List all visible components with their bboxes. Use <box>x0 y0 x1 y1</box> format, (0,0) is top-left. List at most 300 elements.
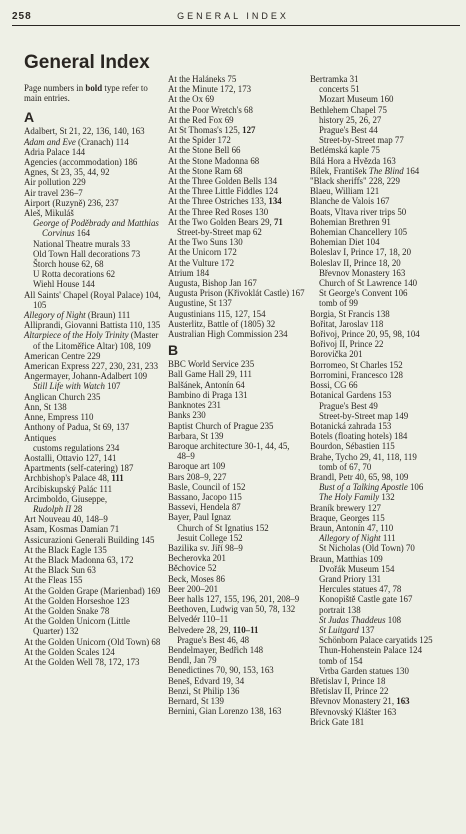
index-subentry <box>24 218 161 238</box>
index-subentry <box>310 645 447 655</box>
index-entry <box>310 390 447 400</box>
page-header <box>0 0 466 32</box>
index-entry <box>168 574 305 584</box>
index-entry <box>310 513 447 523</box>
entry-text: 28 <box>71 503 83 514</box>
entry-text: Assicurazioni Generali Building 145 <box>24 534 155 545</box>
index-entries <box>168 74 305 716</box>
entry-text: BBC World Service 235 <box>168 359 255 370</box>
index-entry <box>168 410 305 420</box>
entry-text: Ball Game Hall 29, 111 <box>168 369 252 380</box>
entry-text: At the Golden Horseshoe 123 <box>24 595 130 606</box>
index-entry <box>168 686 305 696</box>
index-entry <box>24 412 161 422</box>
entry-text: Austerlitz, Battle of (1805) 32 <box>168 318 276 329</box>
entry-text: (Braun) 111 <box>85 310 131 321</box>
index-entry <box>168 288 305 298</box>
entry-text: At the Minute 172, 173 <box>168 84 252 95</box>
entry-text: Benedictines 70, 90, 153, 163 <box>168 665 274 676</box>
index-entry <box>310 360 447 370</box>
entry-text: Augusta, Bishop Jan 167 <box>168 278 257 289</box>
entry-text: Aostalli, Ottavio 127, 141 <box>24 452 117 463</box>
entry-text: Balšánek, Antonín 64 <box>168 379 245 390</box>
entry-text: Bohemian Chancellery 105 <box>310 227 408 238</box>
index-entry <box>168 502 305 512</box>
entry-text: Banknotes 231 <box>168 400 221 411</box>
index-entry <box>24 198 161 208</box>
entry-text: Braun, Matthias 109 <box>310 553 383 564</box>
index-entry <box>310 309 447 319</box>
entry-text: Bassevi, Hendela 87 <box>168 502 241 513</box>
entry-text: Apartments (self-catering) 187 <box>24 463 134 474</box>
entry-text: tomb of 99 <box>319 298 358 309</box>
index-entry <box>168 369 305 379</box>
running-head: GENERAL INDEX <box>177 11 289 21</box>
entry-text: 164 <box>74 228 91 239</box>
entry-text: At the Stone Bell 66 <box>168 145 241 156</box>
entry-text: 163 <box>396 696 410 707</box>
entry-text: "Black sheriffs" 228, 229 <box>310 176 400 187</box>
index-entry <box>310 441 447 451</box>
entry-text: Becherovka 201 <box>168 553 226 564</box>
index-entry <box>168 145 305 155</box>
index-entry <box>24 514 161 524</box>
index-entry <box>310 237 447 247</box>
entry-text: Štorch house 62, 68 <box>33 259 104 270</box>
entry-text: American Express 227, 230, 231, 233 <box>24 361 159 372</box>
index-entry <box>168 359 305 369</box>
entry-text: At the Two Golden Bears 29, <box>168 216 274 227</box>
entry-text: Bossi, CG 66 <box>310 380 358 391</box>
index-entry <box>310 686 447 696</box>
index-entry <box>168 390 305 400</box>
entry-text: Botels (floating hotels) 184 <box>310 431 408 442</box>
index-entry <box>310 472 447 482</box>
index-subentry <box>310 298 447 308</box>
index-entry <box>168 329 305 339</box>
index-entry <box>24 371 161 381</box>
entry-text: Angermayer, Johann-Adalbert 109 <box>24 371 148 382</box>
index-subentry <box>310 411 447 421</box>
index-entry <box>24 167 161 177</box>
index-subentry <box>310 462 447 472</box>
index-entry <box>24 555 161 565</box>
index-subentry <box>310 94 447 104</box>
entry-text: George of Poděbrady and Matthias Corvinus <box>33 218 159 239</box>
index-entry <box>168 84 305 94</box>
entry-text: Botanická zahrada 153 <box>310 420 392 431</box>
entry-text: Alliprandi, Giovanni Battista 110, 135 <box>24 320 161 331</box>
entry-text: At the Two Suns 130 <box>168 237 243 248</box>
entry-text: At the Black Eagle 135 <box>24 544 107 555</box>
index-subentry <box>310 135 447 145</box>
entry-text: Altarpiece of the Holy Trinity <box>24 330 129 341</box>
index-entry <box>24 565 161 575</box>
index-entry <box>168 278 305 288</box>
entry-text: Beer 200–201 <box>168 583 219 594</box>
index-entry <box>168 655 305 665</box>
entry-text: Banks 230 <box>168 410 206 421</box>
entry-text: Braque, Georges 115 <box>310 512 385 523</box>
entry-text: At the Fleas 155 <box>24 575 83 586</box>
index-entry <box>24 392 161 402</box>
entry-text: portrait 138 <box>319 604 361 615</box>
index-entry <box>168 563 305 573</box>
entry-text: Basle, Council of 152 <box>168 481 246 492</box>
entry-text: 127 <box>242 125 256 136</box>
entry-text: At the Red Fox 69 <box>168 114 234 125</box>
entry-text: Jesuit College 152 <box>177 532 243 543</box>
entry-text: At the Golden Well 78, 172, 173 <box>24 656 140 667</box>
entry-text: National Theatre murals 33 <box>33 238 131 249</box>
index-entry <box>24 463 161 473</box>
index-column-2 <box>168 74 305 716</box>
entry-text: customs regulations 234 <box>33 442 120 453</box>
index-entry <box>24 596 161 606</box>
index-entry <box>310 523 447 533</box>
entry-text: All Saints' Chapel (Royal Palace) 104, 105 <box>24 289 161 310</box>
entry-text: At the Black Sun 63 <box>24 565 96 576</box>
index-entry <box>168 696 305 706</box>
index-entry <box>168 186 305 196</box>
entry-text: Betlémská kaple 75 <box>310 145 380 156</box>
entry-text: Brick Gate 181 <box>310 716 365 727</box>
index-subentry <box>310 635 447 645</box>
entry-text: Bars 208–9, 227 <box>168 471 227 482</box>
entry-text: Anne, Empress 110 <box>24 412 94 423</box>
entry-text: At the Stone Madonna 68 <box>168 155 260 166</box>
index-subentry <box>24 279 161 289</box>
index-entry <box>168 125 305 135</box>
index-entry <box>310 319 447 329</box>
index-entry <box>24 606 161 616</box>
index-entry <box>24 137 161 147</box>
entry-text: Prague's Best 49 <box>319 400 378 411</box>
index-entry <box>310 207 447 217</box>
entry-text: Brandl, Petr 40, 65, 98, 109 <box>310 471 409 482</box>
index-entry <box>168 105 305 115</box>
index-subentry <box>310 115 447 125</box>
entry-text: Břevnov Monastery 21, <box>310 696 397 707</box>
index-entry <box>168 645 305 655</box>
entry-text: American Centre 229 <box>24 350 101 361</box>
index-entries <box>24 109 161 667</box>
entry-text: Bethlehem Chapel 75 <box>310 104 387 115</box>
index-entry <box>310 105 447 115</box>
entry-text: Still Life with Watch <box>33 381 105 392</box>
entry-text: Adria Palace 144 <box>24 146 86 157</box>
entry-text: Beethoven, Ludwig van 50, 78, 132 <box>168 604 296 615</box>
entry-text: Atrium 184 <box>168 267 210 278</box>
index-subentry <box>24 239 161 249</box>
entry-text: Boats, Vltava river trips 50 <box>310 206 407 217</box>
entry-text: Benzi, St Philip 136 <box>168 685 240 696</box>
index-entry <box>310 431 447 441</box>
index-subentry <box>310 584 447 594</box>
entry-text: At the Golden Scales 124 <box>24 646 115 657</box>
entry-text: Arcibiskupský Palác 111 <box>24 483 113 494</box>
entry-text: 137 <box>358 624 375 635</box>
index-entry <box>24 433 161 443</box>
index-entry <box>168 74 305 84</box>
entry-text: Grand Priory 131 <box>319 573 382 584</box>
entry-text: Borromini, Francesco 128 <box>310 369 403 380</box>
entry-text: At the Three Little Fiddles 124 <box>168 186 279 197</box>
entry-text: Bořitat, Jaroslav 118 <box>310 318 384 329</box>
index-entry <box>168 217 305 227</box>
entry-text: tomb of 67, 70 <box>319 461 372 472</box>
index-subentry <box>310 543 447 553</box>
entry-text: Australian High Commission 234 <box>168 329 288 340</box>
index-subentry <box>310 288 447 298</box>
entry-text: Antiques <box>24 432 57 443</box>
index-entry <box>310 258 447 268</box>
entry-text: Belvedér 110–11 <box>168 614 229 625</box>
entry-text: Arcimboldo, Giuseppe, <box>24 493 108 504</box>
index-entry <box>24 524 161 534</box>
index-entry <box>310 145 447 155</box>
index-subentry <box>310 533 447 543</box>
entry-text: At the Poor Wretch's 68 <box>168 104 253 115</box>
entry-text: 107 <box>104 381 121 392</box>
index-letter-heading: A <box>24 109 35 126</box>
entry-text: Brahe, Tycho 29, 41, 118, 119 <box>310 451 417 462</box>
index-entry <box>24 208 161 218</box>
entry-text: 108 <box>385 614 402 625</box>
index-entry <box>168 380 305 390</box>
index-entry <box>168 309 305 319</box>
index-entry <box>24 330 161 350</box>
index-entry <box>310 329 447 339</box>
index-entry <box>24 157 161 167</box>
index-entries <box>310 74 447 727</box>
entry-text: (Master of the Litoměřice Altar) 108, 109 <box>33 330 159 351</box>
index-entry <box>168 461 305 471</box>
index-entry <box>310 349 447 359</box>
entry-text: Beneš, Edvard 19, 34 <box>168 675 245 686</box>
entry-text: St Nicholas (Old Town) 70 <box>319 543 415 554</box>
index-entry <box>310 503 447 513</box>
index-entry <box>24 647 161 657</box>
page-title: General Index <box>24 52 150 73</box>
index-entry <box>310 717 447 727</box>
index-entry <box>310 339 447 349</box>
index-subentry <box>24 259 161 269</box>
entry-text: At the Golden Unicorn (Old Town) 68 <box>24 636 161 647</box>
entry-text: Bertramka 31 <box>310 74 359 84</box>
index-entry <box>24 361 161 371</box>
entry-text: 111 <box>380 533 396 544</box>
index-entry <box>24 637 161 647</box>
entry-text: At the Vulture 172 <box>168 257 235 268</box>
index-entry <box>310 166 447 176</box>
entry-text: Agnes, St 23, 35, 44, 92 <box>24 167 110 178</box>
index-entry <box>310 176 447 186</box>
index-entry <box>24 402 161 412</box>
entry-text: 132 <box>379 492 395 503</box>
index-entry <box>310 554 447 564</box>
entry-text: St Judas Thaddeus <box>319 614 386 625</box>
index-entry <box>24 453 161 463</box>
index-entry <box>310 370 447 380</box>
index-entry <box>168 115 305 125</box>
index-subentry <box>310 84 447 94</box>
index-entry <box>24 290 161 310</box>
index-subentry <box>310 666 447 676</box>
entry-text: At the Golden Unicorn (Little Quarter) 132 <box>24 616 130 637</box>
entry-text: Bohemian Brethren 91 <box>310 216 391 227</box>
index-entry <box>168 594 305 604</box>
index-subentry <box>310 482 447 492</box>
index-entry <box>168 207 305 217</box>
index-entry <box>168 512 305 522</box>
entry-text: At the Golden Snake 78 <box>24 605 110 616</box>
entry-text: 106 <box>407 482 424 493</box>
index-entry <box>24 586 161 596</box>
index-entry <box>310 74 447 84</box>
index-subentry <box>168 523 305 533</box>
index-entry <box>168 176 305 186</box>
entry-text: Street-by-Street map 77 <box>319 135 404 146</box>
index-subentry <box>24 269 161 279</box>
entry-text: (Cranach) 114 <box>75 136 129 147</box>
entry-text: Blanche de Valois 167 <box>310 196 390 207</box>
index-subentry <box>310 605 447 615</box>
entry-text: Baroque art 109 <box>168 461 226 472</box>
entry-text: history 25, 26, 27 <box>319 114 382 125</box>
index-subentry <box>310 125 447 135</box>
index-subentry <box>310 594 447 604</box>
entry-text: Asam, Kosmas Damian 71 <box>24 524 120 535</box>
entry-text: Augustinians 115, 127, 154 <box>168 308 266 319</box>
entry-text: Bendelmayer, Bedřich 148 <box>168 644 264 655</box>
entry-text: Belvedere 28, 29, <box>168 624 233 635</box>
entry-text: Bernini, Gian Lorenzo 138, 163 <box>168 706 282 717</box>
entry-text: At the Three Red Roses 130 <box>168 206 269 217</box>
index-entry <box>24 422 161 432</box>
entry-text: Church of St Lawrence 140 <box>319 278 418 289</box>
entry-text: Beer halls 127, 155, 196, 201, 208–9 <box>168 593 300 604</box>
index-entry <box>310 380 447 390</box>
entry-text: Augusta Prison (Křivoklát Castle) 167 <box>168 288 305 299</box>
index-subentry <box>24 443 161 453</box>
intro-rest: type refer to main entries. <box>24 83 148 104</box>
entry-text: Braun, Antonín 47, 110 <box>310 522 394 533</box>
entry-text: The Blind <box>368 165 404 176</box>
index-entry <box>168 237 305 247</box>
entry-text: Vrtba Garden statues 130 <box>319 665 409 676</box>
entry-text: Boleslav I, Prince 17, 18, 20 <box>310 247 412 258</box>
entry-text: Anthony of Padua, St 69, 137 <box>24 422 130 433</box>
entry-text: Botanical Gardens 153 <box>310 390 392 401</box>
index-subentry <box>310 492 447 502</box>
entry-text: At the Three Ostriches 133, <box>168 196 269 207</box>
index-subentry <box>310 268 447 278</box>
entry-text: Schönborn Palace caryatids 125 <box>319 635 433 646</box>
entry-text: Thun-Hohenstein Palace 124 <box>319 645 423 656</box>
entry-text: At the Ox 69 <box>168 94 215 105</box>
index-entry <box>310 156 447 166</box>
entry-text: Aleš, Mikuláš <box>24 208 74 219</box>
index-subentry <box>310 656 447 666</box>
index-entry <box>310 247 447 257</box>
index-entry <box>310 186 447 196</box>
index-subentry <box>24 504 161 514</box>
entry-text: Street-by-Street map 149 <box>319 410 409 421</box>
index-entry <box>168 298 305 308</box>
index-entry <box>168 625 305 635</box>
entry-text: Břetislav I, Prince 18 <box>310 675 386 686</box>
entry-text: Air travel 236–7 <box>24 187 83 198</box>
entry-text: At St Thomas's 125, <box>168 125 243 136</box>
entry-text: Hercules statues 47, 78 <box>319 584 402 595</box>
index-subentry <box>310 564 447 574</box>
index-entry <box>168 421 305 431</box>
index-entry <box>24 616 161 636</box>
index-entry <box>310 707 447 717</box>
index-subentry <box>168 635 305 645</box>
index-subentry <box>310 278 447 288</box>
entry-text: U Rotta decorations 62 <box>33 269 116 280</box>
entry-text: Archbishop's Palace 48, <box>24 473 112 484</box>
index-entry <box>310 696 447 706</box>
entry-text: Beck, Moses 86 <box>168 573 225 584</box>
index-entry <box>168 431 305 441</box>
index-subentry <box>168 533 305 543</box>
index-subentry <box>24 249 161 259</box>
entry-text: Braník brewery 127 <box>310 502 381 513</box>
entry-text: 111 <box>111 473 124 484</box>
index-entry <box>24 545 161 555</box>
entry-text: Barbara, St 139 <box>168 430 224 441</box>
entry-text: Augustine, St 137 <box>168 298 232 309</box>
index-entry <box>310 452 447 462</box>
index-entry <box>168 247 305 257</box>
entry-text: Břevnovský Klášter 163 <box>310 706 397 717</box>
index-entry <box>168 319 305 329</box>
entry-text: concerts 51 <box>319 84 360 95</box>
index-entry <box>24 310 161 320</box>
index-entry <box>168 543 305 553</box>
index-entry <box>310 227 447 237</box>
index-entry <box>24 575 161 585</box>
index-subentry <box>24 381 161 391</box>
index-entry <box>168 94 305 104</box>
index-entry <box>24 188 161 198</box>
index-entry <box>310 217 447 227</box>
index-entry <box>24 177 161 187</box>
entry-text: At the Unicorn 172 <box>168 247 237 258</box>
entry-text: Allegory of Night <box>24 310 86 321</box>
entry-text: Břetislav II, Prince 22 <box>310 686 389 697</box>
entry-text: 164 <box>403 165 420 176</box>
entry-text: Bořivoj II, Prince 22 <box>310 339 384 350</box>
entry-text: Bazilika sv. Jiří 98–9 <box>168 542 243 553</box>
index-entry <box>24 657 161 667</box>
entry-text: 110–11 <box>232 624 259 635</box>
entry-text: Boleslav II, Prince 18, 20 <box>310 257 401 268</box>
index-entry <box>310 196 447 206</box>
entry-text: Wiehl House 144 <box>33 279 95 290</box>
index-subentry <box>168 227 305 237</box>
entry-text: Bassano, Jacopo 115 <box>168 491 242 502</box>
index-entry <box>168 441 305 461</box>
index-entry <box>24 147 161 157</box>
index-entry <box>24 484 161 494</box>
index-column-3 <box>310 74 447 727</box>
entry-text: The Holy Family <box>319 492 380 503</box>
entry-text: Bořivoj, Prince 20, 95, 98, 104 <box>310 329 420 340</box>
